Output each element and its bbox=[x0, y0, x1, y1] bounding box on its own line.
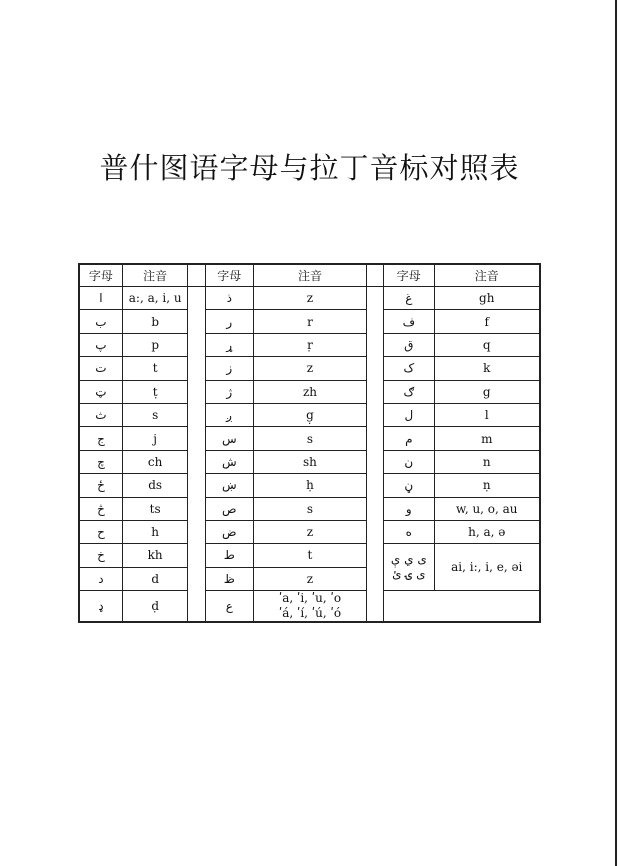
letter-cell: ڼ bbox=[384, 474, 434, 497]
table-row bbox=[79, 403, 540, 426]
sound-cell: k bbox=[434, 357, 540, 380]
letter-cell: ز bbox=[205, 357, 253, 380]
letter-cell: ذ bbox=[205, 287, 253, 310]
sound-cell: n bbox=[434, 450, 540, 473]
letter-cell: چ bbox=[79, 450, 122, 473]
sound-cell: kh bbox=[122, 544, 188, 567]
sound-cell: q bbox=[434, 333, 540, 356]
column-gap bbox=[188, 427, 205, 450]
sound-cell: z bbox=[253, 357, 366, 380]
table-row bbox=[79, 380, 540, 403]
column-gap bbox=[366, 520, 383, 543]
table-row bbox=[79, 357, 540, 380]
column-gap bbox=[366, 474, 383, 497]
letter-cell: ړ bbox=[205, 333, 253, 356]
table-row bbox=[79, 474, 540, 497]
sound-cell: m bbox=[434, 427, 540, 450]
table-header-row bbox=[79, 264, 540, 287]
letter-cell: ټ bbox=[79, 380, 122, 403]
sound-cell: h, a, ə bbox=[434, 520, 540, 543]
header-sound: 注音 bbox=[434, 264, 540, 287]
sound-cell bbox=[253, 591, 366, 623]
letter-cell: ث bbox=[79, 403, 122, 426]
column-gap bbox=[188, 380, 205, 403]
sound-line-1: ʹa, ʹi, ʹu, ʹo bbox=[278, 591, 342, 606]
sound-cell: gh bbox=[434, 287, 540, 310]
column-gap bbox=[188, 310, 205, 333]
letter-cell: ه bbox=[384, 520, 434, 543]
letter-cell: س bbox=[205, 427, 253, 450]
column-gap bbox=[188, 403, 205, 426]
column-gap bbox=[366, 403, 383, 426]
header-letter: 字母 bbox=[384, 264, 434, 287]
header-letter: 字母 bbox=[205, 264, 253, 287]
page-title: 普什图语字母与拉丁音标对照表 bbox=[99, 151, 520, 185]
sound-cell: z bbox=[253, 567, 366, 590]
letter-cell: ر bbox=[205, 310, 253, 333]
sound-cell: s bbox=[122, 403, 188, 426]
table-row bbox=[79, 544, 540, 567]
column-gap bbox=[366, 450, 383, 473]
table-row bbox=[79, 520, 540, 543]
sound-cell: ts bbox=[122, 497, 188, 520]
sound-cell: ch bbox=[122, 450, 188, 473]
sound-cell: r bbox=[253, 310, 366, 333]
sound-cell: t bbox=[122, 357, 188, 380]
column-gap bbox=[366, 333, 383, 356]
sound-cell: z bbox=[253, 287, 366, 310]
column-gap bbox=[188, 333, 205, 356]
letter-cell: ږ bbox=[205, 403, 253, 426]
sound-cell: ṛ bbox=[253, 333, 366, 356]
letter-cell: خ bbox=[79, 544, 122, 567]
table-row bbox=[79, 287, 540, 310]
table-row bbox=[79, 310, 540, 333]
letter-cell: د bbox=[79, 567, 122, 590]
letter-cell: ل bbox=[384, 403, 434, 426]
letter-cell-yeh-variants bbox=[384, 544, 434, 591]
letter-cell: ډ bbox=[79, 591, 122, 623]
table-row bbox=[79, 591, 540, 623]
sound-line-2: ʹá, ʹí, ʹú, ʹó bbox=[278, 606, 342, 621]
sound-cell: j bbox=[122, 427, 188, 450]
letter-cell: پ bbox=[79, 333, 122, 356]
column-gap bbox=[188, 450, 205, 473]
column-gap bbox=[366, 310, 383, 333]
table-row bbox=[79, 450, 540, 473]
column-gap bbox=[366, 264, 383, 287]
page-edge-line bbox=[615, 0, 617, 866]
sound-cell: ṇ bbox=[434, 474, 540, 497]
column-gap bbox=[366, 497, 383, 520]
sound-cell: g bbox=[434, 380, 540, 403]
sound-cell: ds bbox=[122, 474, 188, 497]
letter-cell: و bbox=[384, 497, 434, 520]
letter-cell: ض bbox=[205, 520, 253, 543]
letter-cell: م bbox=[384, 427, 434, 450]
column-gap bbox=[188, 591, 205, 623]
letter-cell: ق bbox=[384, 333, 434, 356]
yeh-variants-line-1: ی ي ې bbox=[390, 552, 427, 567]
letter-cell: ج bbox=[79, 427, 122, 450]
sound-cell: ai, i:, i, e, əi bbox=[434, 544, 540, 591]
header-sound: 注音 bbox=[253, 264, 366, 287]
column-gap bbox=[366, 380, 383, 403]
letter-cell: ژ bbox=[205, 380, 253, 403]
column-gap bbox=[188, 520, 205, 543]
letter-cell: ن bbox=[384, 450, 434, 473]
sound-cell: s bbox=[253, 497, 366, 520]
sound-cell: s bbox=[253, 427, 366, 450]
column-gap bbox=[188, 497, 205, 520]
sound-cell: zh bbox=[253, 380, 366, 403]
column-gap bbox=[366, 357, 383, 380]
sound-cell: h bbox=[122, 520, 188, 543]
sound-cell: t bbox=[253, 544, 366, 567]
header-sound: 注音 bbox=[122, 264, 188, 287]
letter-cell: ت bbox=[79, 357, 122, 380]
yeh-variants-line-2: ی ۍ ئ bbox=[392, 567, 426, 582]
letter-cell: څ bbox=[79, 497, 122, 520]
letter-cell: ګ bbox=[384, 380, 434, 403]
letter-cell: ب bbox=[79, 310, 122, 333]
sound-cell: ṭ bbox=[122, 380, 188, 403]
letter-cell: ظ bbox=[205, 567, 253, 590]
column-gap bbox=[188, 544, 205, 567]
column-gap bbox=[366, 427, 383, 450]
header-letter: 字母 bbox=[79, 264, 122, 287]
letter-cell: غ bbox=[384, 287, 434, 310]
table-row bbox=[79, 333, 540, 356]
sound-cell: z bbox=[253, 520, 366, 543]
column-gap bbox=[366, 544, 383, 622]
letter-cell: ښ bbox=[205, 474, 253, 497]
letter-cell: ع bbox=[205, 591, 253, 623]
letter-cell: ف bbox=[384, 310, 434, 333]
column-gap bbox=[188, 287, 205, 310]
sound-cell: f bbox=[434, 310, 540, 333]
letter-cell: ص bbox=[205, 497, 253, 520]
column-gap bbox=[188, 264, 205, 287]
sound-cell: w, u, o, au bbox=[434, 497, 540, 520]
sound-cell: sh bbox=[253, 450, 366, 473]
letter-cell: ح bbox=[79, 520, 122, 543]
alphabet-table bbox=[78, 263, 541, 623]
sound-cell: ḥ bbox=[253, 474, 366, 497]
sound-cell: b bbox=[122, 310, 188, 333]
empty-cell bbox=[384, 591, 540, 623]
column-gap bbox=[188, 567, 205, 590]
sound-cell: l bbox=[434, 403, 540, 426]
letter-cell: ځ bbox=[79, 474, 122, 497]
table-row bbox=[79, 497, 540, 520]
table-row bbox=[79, 427, 540, 450]
column-gap bbox=[366, 287, 383, 310]
letter-cell: ک bbox=[384, 357, 434, 380]
letter-cell: ش bbox=[205, 450, 253, 473]
sound-cell: g̣ bbox=[253, 403, 366, 426]
letter-cell: ا bbox=[79, 287, 122, 310]
sound-cell: d bbox=[122, 567, 188, 590]
column-gap bbox=[188, 474, 205, 497]
column-gap bbox=[188, 357, 205, 380]
sound-cell: a:, a, i, u bbox=[122, 287, 188, 310]
sound-cell: p bbox=[122, 333, 188, 356]
letter-cell: ط bbox=[205, 544, 253, 567]
sound-cell: ḍ bbox=[122, 591, 188, 623]
